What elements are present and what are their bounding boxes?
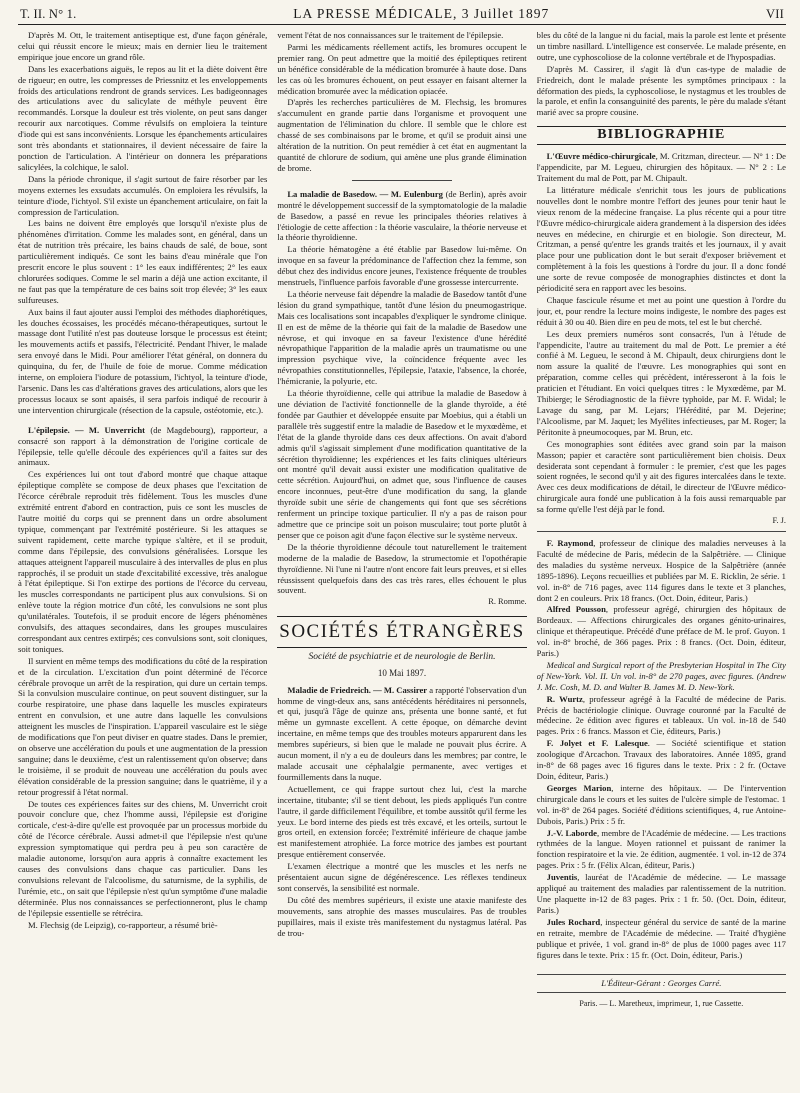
session-date: 10 Mai 1897.: [377, 667, 427, 678]
bibliography-entry: [537, 828, 786, 872]
paragraph: Aux bains il faut ajouter aussi l'emploi des méthodes diaphorétiques, les douches écossaises, les procédés mécano-thérapeutiques, surtout le massage dont l'utilité n'est pas douteuse lorsque le processus est éteint; les mouvements actifs et passifs, l'électricité. Pendant l'hiver, le malade sera envoyé dans le Midi. Pour améliorer l'état général, on donnera du quinquina, du fer, de l'huile de foie de morue. Comme médication interne, on emploiera l'iodure de potassium, l'ichtyol, la teinture d'iode, l'arsenic. Dans les cas d'altérations graves des articulations, alors que les processus locaux se sont apaisés, il sera parfois indiqué de recourir à une intervention chirurgicale (résection de la capsule, ostéotomie, etc.).: [18, 306, 268, 415]
bibliography-list: [537, 538, 786, 960]
paragraph: L'examen électrique a montré que les muscles et les nerfs ne présentaient aucun signe de dégénérescence. Les réflexes tendineux sont conservés, la sensibilité est normale.: [277, 861, 527, 893]
page-number: VII: [766, 7, 784, 21]
paragraph: Actuellement, ce qui frappe surtout chez lui, c'est la marche incertaine, titubante; s'il se tient debout, les pieds appliqués l'un contre l'autre, il garde difficilement l'équilibre, et tombe aussitôt qu'il ferme les yeux. Le bord interne des pieds est très excavé, et les orteils, surtout le gros orteil, en extension forcée; l'extrémité inférieure de chaque jambe est manifestement atrophiée. La force motrice des jambes est pourtant presque entièrement conservée.: [277, 783, 527, 860]
columns: [18, 30, 786, 1085]
society-name: Société de psychiatrie et de neurologie de Berlin.: [308, 652, 496, 663]
paragraph: bles du côté de la langue ni du facial, mais la parole est lente et présente un timbre nasillard. L'intelligence est conservée. Le malade présente, en outre, une cyphoscoliose de la colonne vertébrale et de l'hypospadias.: [536, 30, 786, 62]
paragraph: La littérature médicale s'enrichit tous les jours de publications nouvelles dont le nombre montre l'effort des jeunes pour tenir haut le vieux renom de la médecine française. La plus récente qui a pour titre l'Œuvre médico-chirurgicale aidera grandement à la dispersion des idées neuves en médecine, en chirurgie et en biologie. Son directeur, M. Critzman, a pensé qu'entre les grands traités et les journaux, il y avait place pour une publication dont le but serait d'exposer brièvement et complètement à la fois les questions à l'ordre du jour. Il a donc fondé une sorte de revue composée de monographies distinctes et dont la périodicité sera en rapport avec les besoins.: [536, 184, 786, 294]
section-heading: BIBLIOGRAPHIE: [537, 126, 786, 145]
entry-text: , interne des hôpitaux. — De l'intervention chirurgicale dans le cours et les suites de l'ulcère simple de l'estomac. 1 vol. in-8° de 264 pages. Société d'éditions scientifiques, 4, rue Antoine-Dubois, Paris.) Prix : 5 fr.: [536, 782, 786, 826]
paragraph: Chaque fascicule résume et met au point une question à l'ordre du jour, et, pour rendre la lecture moins indigeste, le nombre des pages est réduit à 30 ou 40. Bien dire en peu de mots, tel est le but cherché.: [536, 294, 786, 327]
entry-text: , professeur de clinique des maladies nerveuses à la Faculté de médecine de Paris, médecin de la Salpêtrière. — Clinique des maladies du système nerveux. Hospice de la Salpêtrière (année 1895-1896). Leçons recueillies et publiées par M. E. Ricklin, 2e série. 1 vol. in-8° de 716 pages, avec 114 figures dans le texte et 3 planches, dont 2 en couleurs. Prix 18 francs. (Oct. Doin, éditeur, Paris.): [536, 537, 786, 603]
entry-author: Jules Rochard: [546, 916, 601, 927]
article-epilepsie: [18, 425, 267, 469]
entry-author: J.-V. Laborde: [546, 827, 597, 838]
entry-author: Juventis: [546, 872, 578, 883]
paragraph: Ces expériences lui ont tout d'abord montré que chaque attaque épileptique complète se compose de deux phases que l'excitation de l'écorce cérébrale reproduit très fidèlement. Tous les muscles d'une extrémité entrent d'abord en contraction, puis ce sont les muscles de l'autre moitié du corps qui se prennent dans un ordre absolument typique, commençant par l'extrémité postérieure. Si les attaques se suivent rapidement, cette marche typique s'altère, et il se produit, comme dans l'épilepsie, des convulsions généralisées. Lorsque les attaques atteignent l'appareil musculaire à des intervalles de plus en plus rapprochés, il se produit un stade d'excitabilité excessive, très analogue à l'état épileptique. Si l'on extirpe des portions de l'écorce du cerveau, les muscles correspondants ne participent plus aux convulsions. Si on enlève toute la région motrice d'un côté, les convulsions ne sont plus qu'unilatérales. Toutefois, il se produit encore de légers phénomènes convulsifs, des attaques secondaires, dans les groupes musculaires correspondant aux centres extirpés; ces convulsions sont, soit cloniques, soit toniques.: [18, 469, 268, 654]
paragraph: La théorie hématogène a été établie par Basedow lui-même. On invoque en sa faveur la prédominance de l'affection chez la femme, son début chez des individus encore jeunes, l'existence fréquente de troubles menstruels, l'influence parfois favorable d'une grossesse intercurrente.: [277, 244, 527, 288]
entry-author: Georges Marion: [546, 782, 612, 793]
paragraph: Dans la période chronique, il s'agit surtout de faire résorber par les moyens externes les exsudats accumulés. On emploiera les révulsifs, la teinture d'iode, l'ichtyol. S'il existe un épanchement articulaire, on fait la compression de l'articulation.: [18, 173, 268, 217]
bibliography-entry: [537, 738, 786, 782]
entry-text: , lauréat de l'Académie de médecine. — Le massage appliqué au traitement des maladies par ralentissement de la nutrition. Une plaquette in-12 de 83 pages. Prix : 1 fr. 50. (Oct. Doin, éditeur, Paris.): [536, 872, 786, 915]
entry-text: , membre de l'Académie de médecine. — Les tractions rythmées de la langue. Moyen rationnel et puissant de ranimer la fonction respiratoire et la vie. 2e édition, augmentée. 1 vol. in-12 de 374 pages. Prix : 5 fr. (Félix Alcan, éditeur, Paris.): [536, 827, 786, 871]
article-title: La maladie de Basedow. — M. Eulenburg: [287, 188, 443, 199]
signature: F. J.: [772, 516, 786, 526]
paragraph: , M. Critzman, directeur. — N° 1 : De l'appendicite, par M. Legueu, chirurgien des hôpitaux. — N° 2 : Le Traitement du mal de Pott, par M. Chipault.: [536, 151, 786, 183]
entry-text: Medical and Surgical report of the Presbyterian Hospital in The City of New-York. Vol. II. Un vol. in-8° de 270 pages, avec figures. (Andrew J. Mc. Cosh, M. D. and Walter B. James M. D. New-York.: [536, 659, 786, 692]
issue-number: T. II. N° 1.: [20, 7, 77, 21]
paragraph: (de Magdebourg), rapporteur, a consacré son rapport à la démonstration de l'origine corticale de l'épilepsie, telle qu'elle découle des expériences qu'il a faites sur des animaux.: [18, 424, 268, 468]
bibliography-entry: [537, 783, 786, 827]
bibliography-entry: [537, 872, 786, 916]
column-1: [18, 30, 267, 1085]
entry-author: R. Wurtz: [546, 693, 583, 704]
printer-line: Paris. — L. Maretheux, imprimeur, 1, rue Cassette.: [579, 999, 744, 1009]
paragraph: vement l'état de nos connaissances sur le traitement de l'épilepsie.: [277, 30, 504, 40]
divider: [537, 531, 786, 532]
article-title: Maladie de Friedreich. — M. Cassirer: [287, 684, 428, 695]
bibliography-entry: [537, 694, 786, 738]
bibliography-entry: [537, 917, 786, 961]
entry-author: F. Jolyet et F. Lalesque: [546, 738, 648, 749]
signature: R. Romme.: [488, 597, 527, 607]
paragraph: D'après M. Cassirer, il s'agit là d'un cas-type de maladie de Friedreich, dont le malade présente les symptômes principaux : la déformation des pieds, la cyphoscoliose, le nystagmus et les troubles de la parole, et enfin la consanguinité des parents, le père du malade s'étant marié avec sa propre cousine.: [536, 63, 786, 118]
entry-text: , professeur agrégé à la Faculté de médecine de Paris. Précis de bactériologie clinique. Ouvrage couronné par la Faculté de médecine. 2e édition avec figures et tableaux. Un vol. in-18 de 540 pages. Prix : 6 francs. Masson et Cie, éditeurs, Paris.): [536, 693, 786, 737]
bibliography-entry: [537, 660, 786, 693]
paragraph: Les deux premiers numéros sont consacrés, l'un à l'étude de l'appendicite, l'autre au traitement du mal de Pott. Le premier a été confié à M. Legueu, le second à M. Chipault, deux chirurgiens dont le nom assure la qualité de l'œuvre. Les monographies qui sont en préparation, comme celles qui précèdent, intéresseront à la fois le praticien et l'étudiant. En voici quelques titres : le Myxœdème, par M. Thibierge; le Sérodiagnostic de la fièvre typhoïde, par M. F. Widal; le Lavage du sang, par M. Lejars; l'Hérédité, par M. Dejerine; l'Alcoolisme, par M. Jaquet; les Myélites infectieuses, par M. Roger; la Péritonite à pneumocoques, par M. Brun, etc.: [536, 328, 786, 437]
paragraph: M. Flechsig (de Leipzig), co-rapporteur, a résumé briè-: [28, 919, 218, 930]
paragraph: La théorie nerveuse fait dépendre la maladie de Basedow tantôt d'une lésion du grand sympathique, tantôt d'une lésion du pneumogastrique. Mais ces localisations sont incapables d'expliquer le syndrome clinique. Il en est de même de la théorie qui fait de la maladie de Basedow une névrose, et qui invoque en sa faveur l'existence d'une hérédité névropathique l'apparition de la maladie après un traumatisme ou une impression psychique vive, la coïncidence fréquente avec les névropathies constitutionnelles, l'épilepsie, l'ataxie, l'absence, la chorée, l'hémicranie, la polyurie, etc.: [277, 288, 527, 387]
paragraph: (de Berlin), après avoir montré le développement successif de la symptomatologie de la maladie de Basedow, a passé en revue les principales théories relatives à l'étiologie de cette affection : la théorie vasculaire, la théorie nerveuse et la théorie thyroïdienne.: [277, 188, 527, 243]
entry-author: F. Raymond: [546, 537, 594, 548]
paragraph: D'après M. Ott, le traitement antiseptique est, d'une façon générale, celui qui réussit encore le mieux; mais en dernier lieu le traitement empirique joue encore un grand rôle.: [18, 30, 268, 62]
paragraph: Parmi les médicaments réellement actifs, les bromures occupent le premier rang. On peut admettre que la moitié des épileptiques retirent un bénéfice considérable de la médication bromurée à haute dose. Dans les cas où les bromures échouent, on peut essayer en faisant alterner la médication bromurée avec la médication opiacée.: [277, 41, 527, 96]
bibliography-entry: [537, 538, 786, 603]
paragraph: De la théorie thyroïdienne découle tout naturellement le traitement moderne de la maladie de Basedow, la strumectomie et l'opothérapie thyroïdienne. Ni l'une ni l'autre n'ont encore fait leurs preuves, et si elles réussissent quelquefois dans des cas très rares, elles échouent le plus souvent.: [277, 541, 527, 596]
column-3: [537, 30, 786, 1085]
entry-text: , professeur agrégé, chirurgien des hôpitaux de Bordeaux. — Affections chirurgicales des organes génito-urinaires, clinique et thérapeutique. Précédé d'une préface de M. le prof. Guyon. 1 vol. in-8° broché, de 366 pages. Prix : 8 francs. (Oct. Doin, éditeur, Paris.): [536, 604, 786, 659]
article-title: L'épilepsie. — M. Unverricht: [28, 424, 146, 435]
page-header: [18, 6, 786, 25]
divider: [352, 180, 452, 181]
article-friedreich: [277, 685, 526, 783]
column-2: [277, 30, 526, 1085]
paragraph: a rapporté l'observation d'un homme de vingt-deux ans, sans antécédents héréditaires ni personnels, et qui, jusqu'à l'âge de quinze ans, présenta une bonne santé, et fut même un gymnaste excellent. A cette époque, on démarche devint incertaine, en même temps que des troubles moteurs apparurent dans les membres supérieurs, si bien que le malade ne pouvait plus écrire. A aucun moment, il n'y a eu de douleurs dans les membres; par contre, le malade accusait une céphalalgie permanente, avec vertiges et fourmillements dans la nuque.: [277, 684, 527, 782]
review-oeuvre: [537, 151, 786, 184]
paragraph: D'après les recherches particulières de M. Flechsig, les bromures s'accumulent en grande partie dans l'organisme et provoquent une augmentation de l'élimination du chlore. Il semble que le chlore est chassé de ses combinaisons par le brome, et qu'il se produit ainsi une altération de la nutrition. On peut remédier à cet état en augmentant la quantité de chlorure de sodium, qui amène une plus grande élimination de brome.: [277, 97, 527, 173]
paragraph: La théorie thyroïdienne, celle qui attribue la maladie de Basedow à une déviation de l'activité fonctionnelle de la glande thyroïde, a été fondée par Gauthier et développée ensuite par Moebius, qui a établi un parallèle très suggestif entre la maladie de Basedow et le myxœdème, et l'état de la glande thyroïde dans ces deux affections. On avait d'abord admis qu'il s'agissait simplement d'une modification quantitative de la sécrétion thyroïdienne; les expériences et les faits cliniques ultérieurs ont montré qu'il devait aussi exister une modification qualitative de cette sécrétion. Aujourd'hui, on admet que, sous l'influence de causes encore inconnues, peut-être d'une modification du sang, la glande thyroïde subit une série de changements qui font que ses sécrétions renferment un principe toxique particulier. Il n'y a pas de raison pour admettre que ce principe soit un poison musculaire; tout porte plutôt à penser que ce poison agit d'une façon élective sur le système nerveux.: [277, 388, 527, 540]
article-basedow: [277, 189, 526, 244]
section-heading: SOCIÉTÉS ÉTRANGÈRES: [277, 616, 526, 648]
review-title: L'Œuvre médico-chirurgicale: [546, 151, 656, 162]
bibliography-entry: [537, 604, 786, 659]
entry-text: . — Société scientifique et station zoologique d'Arcachon. Travaux des laboratoires. Année 1895, grand in-8° de 68 pages avec 16 figures dans le texte. Prix : 2 fr. (Octave Doin, éditeur, Paris.): [536, 738, 786, 781]
paragraph: Les bains ne doivent être employés que lorsqu'il n'existe plus de phénomènes d'irritation. Comme les malades sont, en général, dans un état de nutrition très précaire, les bains chauds de salé, de boue, sont particulièrement indiqués. Ce sont les bains d'eau minérale que l'on prescrit encore le plus souvent : 1° les eaux indifférentes; 2° les eaux chlorurées sodiques. Comme le sel marin a déjà une action excitante, il ne faut pas que la température de ces bains soit trop élevée; 3° les eaux sulfureuses.: [18, 218, 268, 305]
paragraph: De toutes ces expériences faites sur des chiens, M. Unverricht croit pouvoir conclure que, chez l'homme aussi, l'épilepsie est d'origine corticale, c'est-à-dire qu'elle est provoquée par un processus morbide du côté de l'écorce cérébrale. Aussi admet-il que l'épilepsie n'est qu'une expression symptomatique qui perdra peu à peu son caractère de maladie autonome, lorsqu'on aura appris à connaître exactement les causes des convulsions dans chaque cas particulier. Dans les convulsions relevant de l'alcoolisme, du saturnisme, de la syphilis, de l'urémie, etc., on sait que l'épilepsie n'est qu'un symptôme d'une maladie déterminée. Plus nos connaissances se perfectionneront, plus le champ de l'épilepsie essentielle se rétrécira.: [18, 798, 268, 918]
editor-line: L'Éditeur-Gérant : Georges Carré.: [537, 974, 786, 993]
entry-author: Alfred Pousson: [546, 604, 606, 615]
entry-text: , inspecteur général du service de santé de la marine en retraite, membre de l'Académie de médecine. — Traité d'hygiène publique et privée, 1 vol. grand in-8° de plus de 1000 pages avec 117 figures dans le texte. Prix : 15 fr. (Oct. Doin, éditeur, Paris.): [536, 916, 786, 960]
paragraph: Du côté des membres supérieurs, il existe une ataxie manifeste des mouvements, sans atrophie des masses musculaires. Pas de troubles pupillaires, mais il existe très manifestement du nystagmus latéral. Pas de trou-: [277, 894, 527, 938]
paragraph: Il survient en même temps des modifications du côté de la respiration et de la circulation. L'excitation d'un point déterminé de l'écorce cérébrale provoque un arrêt de la respiration, qui dure un certain temps. Si la convulsion musculaire continue, on peut souvent distinguer, sur la courbe respiratoire, une phase dans laquelle les muscles expirateurs entrent en convulsion, et une autre dans laquelle les convulsions atteignent les muscles de l'inspiration. L'appareil vasculaire est le siège de modifications que l'on peut diviser en quatre stades. Dans le premier, on observe une accélération du pouls et une augmentation de la pression sanguine; dans le deuxième, c'est un ralentissement qu'on observe; dans le troisième, il se produit de nouveau une accélération du pouls avec élévation considérable de la pression sanguine; dans le quatrième, il y a retour progressif à l'état normal.: [18, 655, 268, 797]
paragraph: Dans les exacerbations aiguës, le repos au lit et la diète doivent être de rigueur; en outre, les compresses de Priessnitz et les enveloppements froids des articulations rendront de grands services. Les badigeonnages des articulations avec du salicylate de méthyle peuvent être recommandés. Lorsque la douleur est très violente, on peut sans danger recourir aux narcotiques. Comme révulsifs on emploiera la teinture d'iode qui est sans inconvénients. Lorsque les épanchements articulaires sont très abondants et stationnaires, il devient nécessaire de faire la ponction de l'articulation. A l'intérieur on donnera les préparations salicylées, la colchique, le salol.: [18, 63, 268, 172]
journal-title: LA PRESSE MÉDICALE, 3 Juillet 1897: [293, 6, 550, 21]
paragraph: Ces monographies sont éditées avec grand soin par la maison Masson; papier et caractère sont particulièrement bien choisis. Deux desiderata sont cependant à formuler : le premier, c'est que les pages soient rognées, le second qu'il y ait des figures intercalées dans le texte. Avec ces deux modifications de détail, le directeur de l'Œuvre médico-chirurgicale aura fondé une publication à la fois aussi remarquable par sa forme qu'elle l'est déjà par le fond.: [536, 438, 786, 515]
